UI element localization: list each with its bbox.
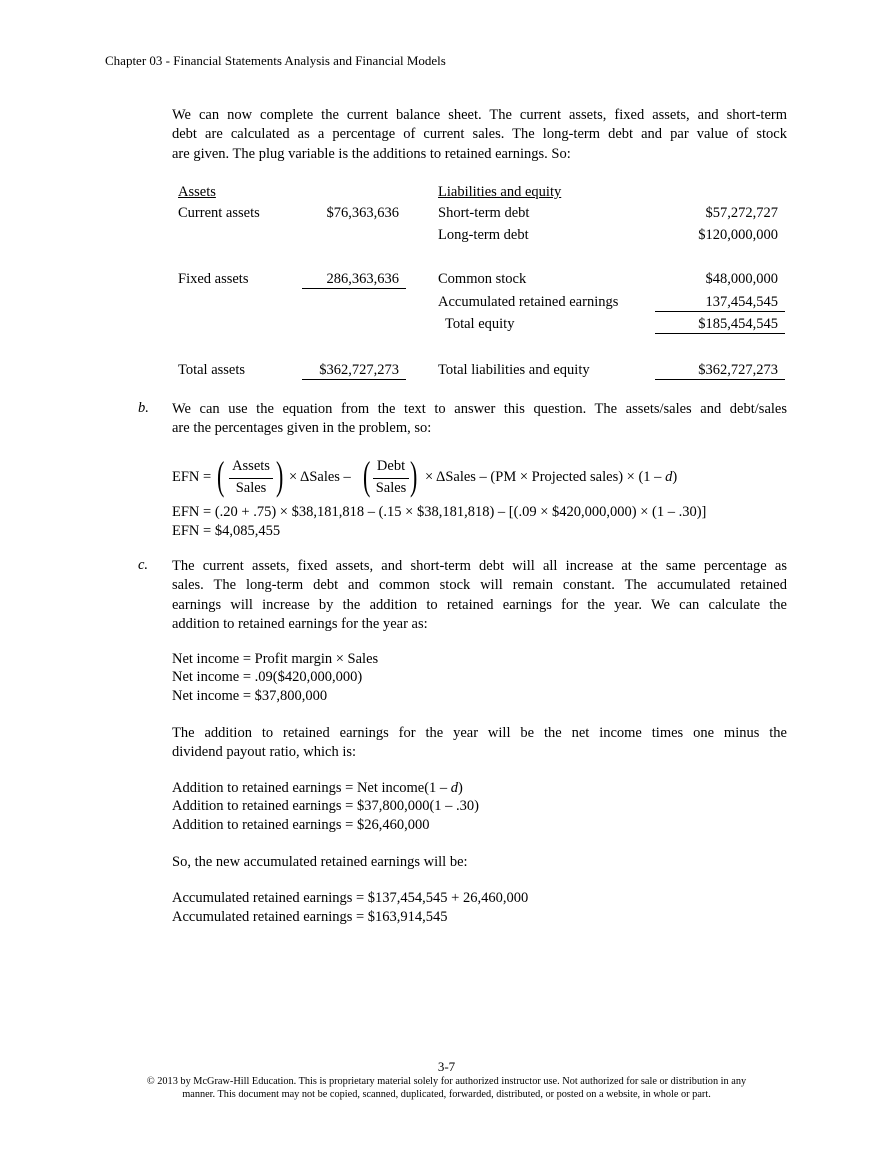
intro-line: are given. The plug variable is the additions to retained earnings. So:	[172, 145, 571, 162]
right-paren-1: )	[276, 453, 284, 498]
long-term-debt-label: Long-term debt	[438, 227, 529, 243]
formula-tail-text: × ΔSales – (PM × Projected sales) × (1 –	[425, 469, 666, 485]
total-le-label: Total liabilities and equity	[438, 362, 590, 378]
part-c-paragraph-2	[172, 724, 787, 763]
addition-line-3: Addition to retained earnings = $26,460,000	[172, 817, 430, 833]
fixed-assets-label: Fixed assets	[178, 271, 249, 287]
addition-d: d	[450, 780, 459, 796]
part-c-line: sales. The long-term debt and common stock will remain constant. The accumulated retained	[172, 577, 787, 594]
total-assets-label: Total assets	[178, 362, 246, 378]
copyright-line-1: © 2013 by McGraw-Hill Education. This is proprietary material solely for authorized instructor use. Not authorized for sale or distribution in any	[146, 1076, 747, 1087]
assets-heading: Assets	[178, 184, 216, 200]
addition-line-1	[172, 779, 463, 798]
part-c-line: addition to retained earnings for the year as:	[172, 615, 428, 632]
current-assets-value: $76,363,636	[326, 205, 399, 221]
left-paren-2: (	[363, 453, 371, 498]
intro-line: We can now complete the current balance sheet. The current assets, fixed assets, and short-term	[172, 107, 787, 123]
formula-d: d	[665, 469, 673, 485]
part-c-paragraph-3: So, the new accumulated retained earnings will be:	[172, 854, 468, 870]
right-paren-2: )	[410, 453, 418, 498]
common-stock-value: $48,000,000	[705, 271, 778, 287]
total-assets-value: $362,727,273	[319, 362, 399, 378]
accumulated-line-1: Accumulated retained earnings = $137,454,545 + 26,460,000	[172, 890, 529, 906]
long-term-debt-value: $120,000,000	[698, 227, 778, 243]
accumulated-line-2: Accumulated retained earnings = $163,914,545	[172, 909, 448, 925]
net-income-line-1: Net income = Profit margin × Sales	[172, 651, 379, 667]
intro-line: debt are calculated as a percentage of current sales. The long-term debt and par value of stock	[172, 126, 787, 143]
left-paren-1: (	[217, 453, 225, 498]
efn-prefix: EFN =	[172, 469, 212, 485]
addition-line-1-text: Addition to retained earnings = Net income(1 –	[172, 780, 451, 796]
part-b-marker: b.	[138, 400, 149, 416]
times-dsales-minus: × ΔSales –	[289, 469, 351, 485]
intro-paragraph	[172, 106, 787, 164]
fraction-denominator: Sales	[375, 480, 407, 496]
copyright-line-2: manner. This document may not be copied, scanned, duplicated, forwarded, distributed, or posted on a website, in whole or part.	[182, 1089, 711, 1100]
fraction-bar	[229, 478, 273, 479]
liabilities-heading: Liabilities and equity	[438, 184, 562, 200]
net-income-line-2: Net income = .09($420,000,000)	[172, 669, 363, 685]
part-c-line: earnings will increase by the addition to retained earnings for the year. We can calculate the	[172, 596, 787, 613]
part-b-line: We can use the equation from the text to answer this question. The assets/sales and debt/sales	[172, 401, 787, 417]
part-c-marker: c.	[138, 557, 149, 573]
part-c-paragraph	[172, 557, 787, 634]
accumulated-re-underline	[655, 311, 785, 312]
current-assets-label: Current assets	[178, 205, 260, 221]
net-income-line-3: Net income = $37,800,000	[172, 688, 328, 704]
efn-result: EFN = $4,085,455	[172, 523, 281, 539]
fraction-denominator: Sales	[235, 480, 267, 496]
fraction-numerator: Debt	[376, 458, 406, 474]
addition-line-2: Addition to retained earnings = $37,800,000(1 – .30)	[172, 798, 479, 814]
formula-close: )	[672, 469, 678, 485]
total-assets-double-rule-top	[302, 379, 406, 380]
total-equity-value: $185,454,545	[698, 316, 778, 332]
page-number: 3-7	[437, 1059, 456, 1074]
running-header: Chapter 03 - Financial Statements Analysis and Financial Models	[105, 53, 446, 68]
total-equity-underline	[655, 333, 785, 334]
part-c-line: dividend payout ratio, which is:	[172, 744, 357, 761]
efn-calculation: EFN = (.20 + .75) × $38,181,818 – (.15 × $38,181,818) – [(.09 × $420,000,000) × (1 – .30)]	[172, 504, 707, 520]
formula-tail	[425, 468, 677, 487]
fixed-assets-value: 286,363,636	[326, 271, 399, 287]
fraction-numerator: Assets	[232, 458, 270, 474]
short-term-debt-label: Short-term debt	[438, 205, 530, 221]
total-le-value: $362,727,273	[698, 362, 778, 378]
short-term-debt-value: $57,272,727	[705, 205, 778, 221]
accumulated-re-label: Accumulated retained earnings	[438, 294, 619, 310]
fraction-bar	[373, 478, 409, 479]
part-b-paragraph	[172, 400, 787, 439]
addition-close: )	[458, 780, 463, 796]
common-stock-label: Common stock	[438, 271, 527, 287]
total-equity-label: Total equity	[445, 316, 515, 332]
part-b-line: are the percentages given in the problem, so:	[172, 420, 432, 437]
part-c-line: The current assets, fixed assets, and short-term debt will all increase at the same percentage as	[172, 558, 787, 574]
total-le-underline	[655, 379, 785, 380]
accumulated-re-value: 137,454,545	[705, 294, 778, 310]
fixed-assets-underline	[302, 288, 406, 289]
part-c-line: The addition to retained earnings for the year will be the net income times one minus the	[172, 725, 787, 741]
